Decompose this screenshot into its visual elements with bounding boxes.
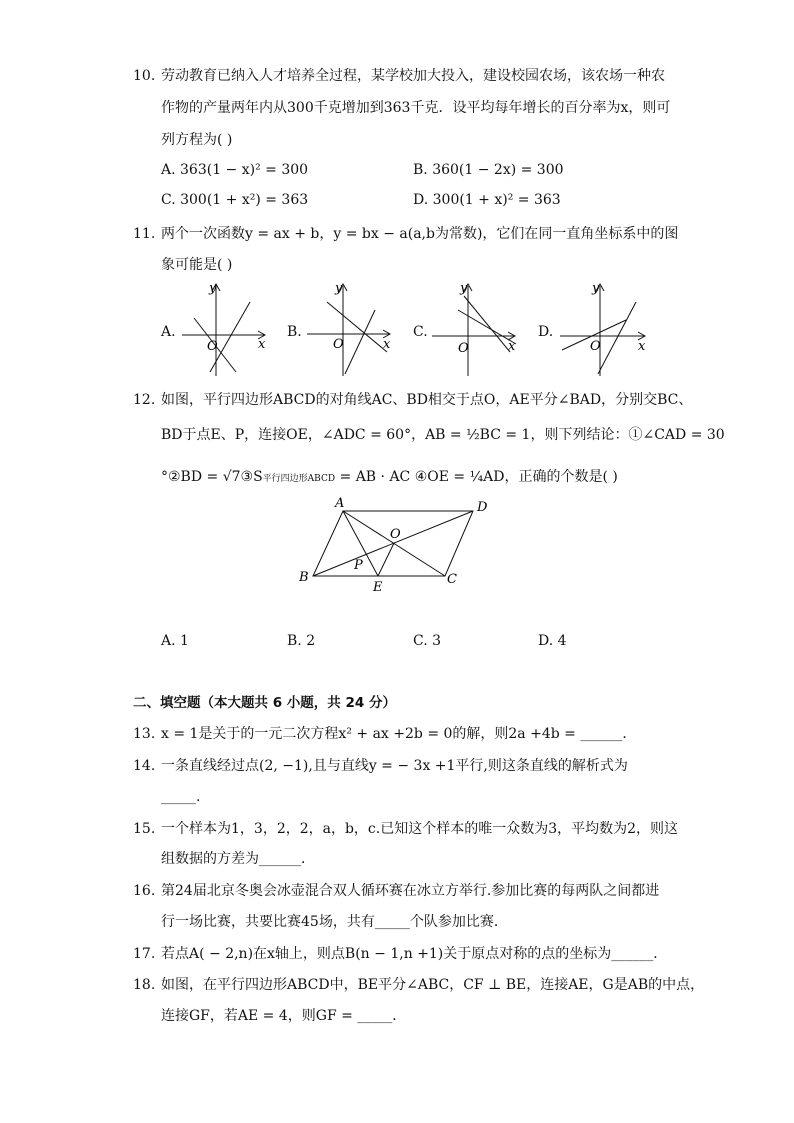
q11-d-origin-label: O — [590, 339, 601, 354]
q11-a-x-label: x — [258, 337, 266, 352]
q18-text-line2: 连接GF，若AE = 4，则GF = _____． — [161, 1008, 407, 1024]
q12-label-a: A — [335, 496, 345, 511]
q11-graph-a — [178, 280, 278, 380]
q12-line3-part1: °②BD = √7③S — [161, 469, 263, 485]
q15-text-line1: 一个样本为1，3，2，2，a，b，c.已知这个样本的唯一众数为3，平均数为2，则这 — [161, 821, 679, 837]
q11-b-x-label: x — [383, 337, 391, 352]
q12-label-b: B — [299, 570, 309, 585]
q12-label-p: P — [354, 558, 363, 573]
section-fill-in-blank-heading: 二、填空题（本大题共 6 小题，共 24 分） — [133, 695, 396, 711]
q11-graph-c — [428, 280, 528, 380]
q10-option-c[interactable]: C. 300(1 + x²) = 363 — [161, 192, 309, 208]
q10-option-b[interactable]: B. 360(1 − 2x) = 300 — [413, 162, 564, 178]
q11-c-y-label: y — [460, 281, 468, 296]
q16-number: 16. — [133, 883, 156, 899]
q12-parallelogram-figure — [293, 495, 513, 605]
q11-b-y-label: y — [335, 281, 343, 296]
q12-line3-part2: = AB · AC ④OE = ¼AD，正确的个数是( ) — [335, 469, 618, 485]
q14-text-line2: _____. — [161, 789, 201, 805]
q14-number: 14. — [133, 758, 156, 774]
q18-text-line1: 如图，在平行四边形ABCD中，BE平分∠ABC，CF ⊥ BE，连接AE，G是AB的中点， — [161, 977, 705, 993]
q15-text-line2: 组数据的方差为______． — [161, 851, 315, 867]
q10-option-a[interactable]: A. 363(1 − x)² = 300 — [161, 162, 309, 178]
q12-text-line1: 如图，平行四边形ABCD的对角线AC、BD相交于点O，AE平分∠BAD，分别交BC、 — [161, 392, 693, 408]
q12-text-line2: BD于点E、P，连接OE，∠ADC = 60°，AB = ½BC = 1，则下列结论：①∠CAD = 30 — [161, 427, 725, 443]
q10-number: 10. — [133, 68, 156, 84]
q17-text: 若点A( − 2,n)在x轴上，则点B(n − 1,n +1)关于原点对称的点的坐标为______． — [161, 946, 668, 962]
q11-d-x-label: x — [638, 339, 646, 354]
q16-text-line1: 第24届北京冬奥会冰壶混合双人循环赛在冰立方举行.参加比赛的每两队之间都进 — [161, 883, 660, 899]
q11-option-b-label[interactable]: B. — [287, 324, 302, 340]
q11-d-y-label: y — [592, 281, 600, 296]
q12-label-o: O — [390, 527, 401, 542]
q12-parallelogram-subscript: 平行四边形ABCD — [262, 474, 336, 484]
q17-number: 17. — [133, 946, 156, 962]
q11-option-c-label[interactable]: C. — [413, 324, 428, 340]
q15-number: 15. — [133, 821, 156, 837]
q11-text-line2: 象可能是( ) — [161, 257, 233, 273]
q10-text-line1: 劳动教育已纳入人才培养全过程，某学校加大投入，建设校园农场，该农场一种农 — [161, 68, 665, 84]
q11-option-a-label[interactable]: A. — [161, 324, 176, 340]
q11-option-d-label[interactable]: D. — [538, 324, 554, 340]
q12-option-a[interactable]: A. 1 — [161, 633, 189, 649]
q12-option-c[interactable]: C. 3 — [413, 633, 442, 649]
q10-text-line2: 作物的产量两年内从300千克增加到363千克．设平均每年增长的百分率为x，则可 — [161, 100, 671, 116]
q10-text-line3: 列方程为( ) — [161, 132, 233, 148]
q12-text-line3 — [161, 467, 618, 489]
q11-c-x-label: x — [508, 339, 516, 354]
q11-c-origin-label: O — [458, 341, 469, 356]
q12-label-c: C — [447, 572, 457, 587]
q18-number: 18. — [133, 977, 156, 993]
q11-a-y-label: y — [209, 281, 217, 296]
q12-label-e: E — [373, 580, 383, 595]
q10-option-d[interactable]: D. 300(1 + x)² = 363 — [413, 192, 561, 208]
q12-label-d: D — [477, 500, 488, 515]
q11-graph-d — [556, 280, 656, 380]
q12-option-b[interactable]: B. 2 — [287, 633, 316, 649]
q11-number: 11. — [133, 226, 156, 242]
q11-a-origin-label: O — [207, 339, 218, 354]
q11-graph-b — [303, 280, 403, 380]
q13-number: 13. — [133, 726, 156, 742]
q11-text-line1: 两个一次函数y = ax + b，y = bx − a(a,b为常数)，它们在同一直角坐标系中的图 — [161, 226, 679, 242]
q11-b-origin-label: O — [333, 337, 344, 352]
q12-number: 12. — [133, 392, 156, 408]
q12-option-d[interactable]: D. 4 — [538, 633, 567, 649]
q13-text: x = 1是关于的一元二次方程x² + ax +2b = 0的解，则2a +4b = ______． — [161, 726, 637, 742]
q16-text-line2: 行一场比赛，共要比赛45场，共有_____个队参加比赛． — [161, 914, 508, 930]
q14-text-line1: 一条直线经过点(2, −1),且与直线y = − 3x +1平行,则这条直线的解析式为 — [161, 758, 628, 774]
